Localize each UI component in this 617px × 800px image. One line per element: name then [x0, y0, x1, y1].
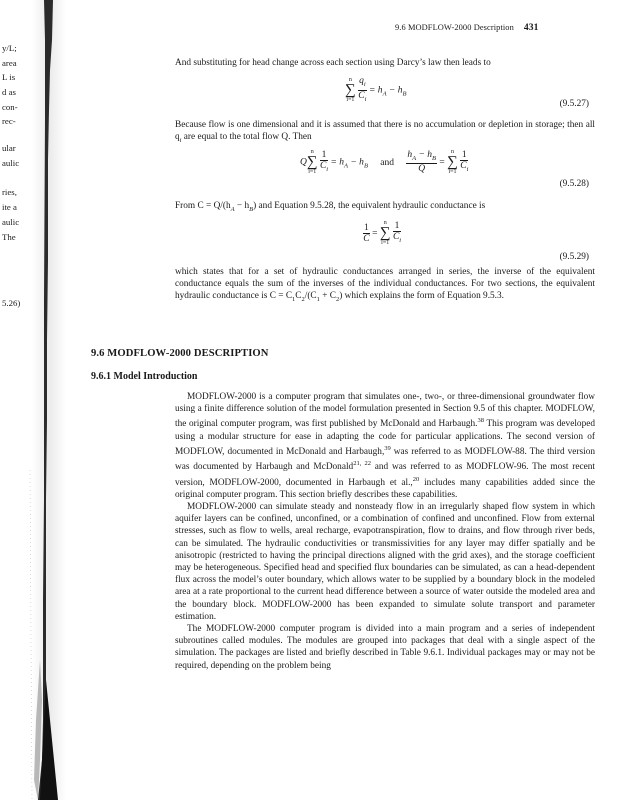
subsection-heading: 9.6.1 Model Introduction	[91, 371, 198, 382]
paragraph: which states that for a set of hydraulic conductances arranged in series, the inverse of the equivalent conductance equals the sum of the inverses of the individual conductances. For two sections, the equivalent hydraulic conductance is $C = C_1C_2/(C_1 + C_2)$ which explains the form of Equation 9.5.3.	[175, 267, 595, 304]
paragraph: The MODFLOW-2000 computer program is divided into a main program and a series of independent subroutines called modules. The modules are grouped into packages that deal with a single aspect of the simulation. The packages are listed and briefly described in Table 9.6.1. Individual packages may or may not be required, depending on the problem being	[175, 624, 595, 671]
fraction-q-over-c: $\frac{q_i}{C_i}$	[358, 76, 367, 103]
paragraph: MODFLOW-2000 can simulate steady and nonsteady flow in an irregularly shaped flow system in which aquifer layers can be confined, unconfined, or a combination of confined and unconfined. Flow from external stresses, such as flow to wells, areal recharge, evapotranspiration, flow to drains, and flow through river beds, can be simulated. The hydraulic conductivities or transmissivities for any layer may differ spatially and be anisotropic (restricted to having the principal directions aligned with the grid axes), and the storage coefficient may be heterogeneous. Specified head and specified flux boundaries can be simulated, as can a head-dependent flux across the model’s outer boundary, which allows water to be supplied by a boundary block in the modeled area at a rate proportional to the current head difference between a source of water outside the modeled area and the boundary block. MODFLOW-2000 has been expanded to simulate solute transport and parameter estimation.	[175, 502, 595, 622]
running-header	[395, 22, 617, 33]
margin-fragment: aulic	[2, 217, 20, 227]
running-title: 9.6 MODFLOW-2000 Description	[395, 23, 514, 32]
margin-fragment: con-	[2, 102, 18, 112]
summation: n ∑ i=1	[345, 76, 356, 103]
intro-line: And substituting for head change across each section using Darcy’s law then leads to	[175, 58, 491, 68]
body-column	[175, 391, 595, 672]
margin-fragment: ular	[2, 143, 16, 153]
margin-fragment: The	[2, 232, 16, 242]
paragraph: MODFLOW-2000 is a computer program that simulates one-, two-, or three-dimensional groundwater flow using a finite difference solution of the model formulation presented in Section 9.5 of this chapter. MODFLOW, the original computer program, was first published by McDonald and Harbaugh.$^{38}$ This program was developed using a modular structure for ease in adapting the code for particular applications. The second version of MODFLOW, documented in McDonald and Harbaugh,$^{39}$ was referred to as MODFLOW-88. The third version was documented by Harbaugh and McDonald$^{21, 22}$ and was referred to as MODFLOW-96. The most recent version, MODFLOW-2000, documented in Harbaugh et al.,$^{20}$ includes many capabilities added since the original computer program. This section briefly describes these capabilities.	[175, 392, 596, 500]
equation-9-5-28: Q n ∑ i=1 $\frac{1}{C_i}$ = $h_A - h_B$ and $\frac{h_A - h_B}{Q}$ = n ∑ i=1 $\frac{1}{C_i}$	[300, 149, 469, 175]
page-number: 431	[523, 22, 539, 33]
equation-number: (9.5.29)	[559, 252, 589, 262]
margin-fragment: area	[2, 58, 17, 68]
margin-fragment: ite a	[2, 202, 17, 212]
margin-fragment: ries,	[2, 187, 17, 197]
equation-number: (9.5.27)	[559, 99, 589, 109]
margin-fragment: aulic	[2, 158, 20, 168]
section-heading: 9.6 MODFLOW-2000 DESCRIPTION	[91, 348, 269, 359]
equation-9-5-29: $\frac{1}{C}$ = n ∑ i=1 $\frac{1}{C_i}$	[363, 220, 402, 246]
equation-number: (9.5.28)	[559, 179, 589, 189]
margin-fragment: L is	[2, 72, 16, 82]
margin-fragment: d as	[2, 87, 16, 97]
margin-fragment: rec-	[2, 116, 16, 126]
equation-9-5-27: n ∑ i=1 $\frac{q_i}{C_i}$ = $h_A - h_B$	[345, 76, 407, 103]
paragraph: From $C = Q/(h_A - h_B)$ and Equation 9.5.28, the equivalent hydraulic conductance is	[175, 201, 486, 213]
margin-fragment: y/L;	[2, 43, 17, 53]
paragraph: Because flow is one dimensional and it is assumed that there is no accumulation or depletion in storage; then all $q_i$ are equal to the total flow Q. Then	[175, 120, 595, 145]
margin-fragment: 5.26)	[2, 298, 21, 308]
